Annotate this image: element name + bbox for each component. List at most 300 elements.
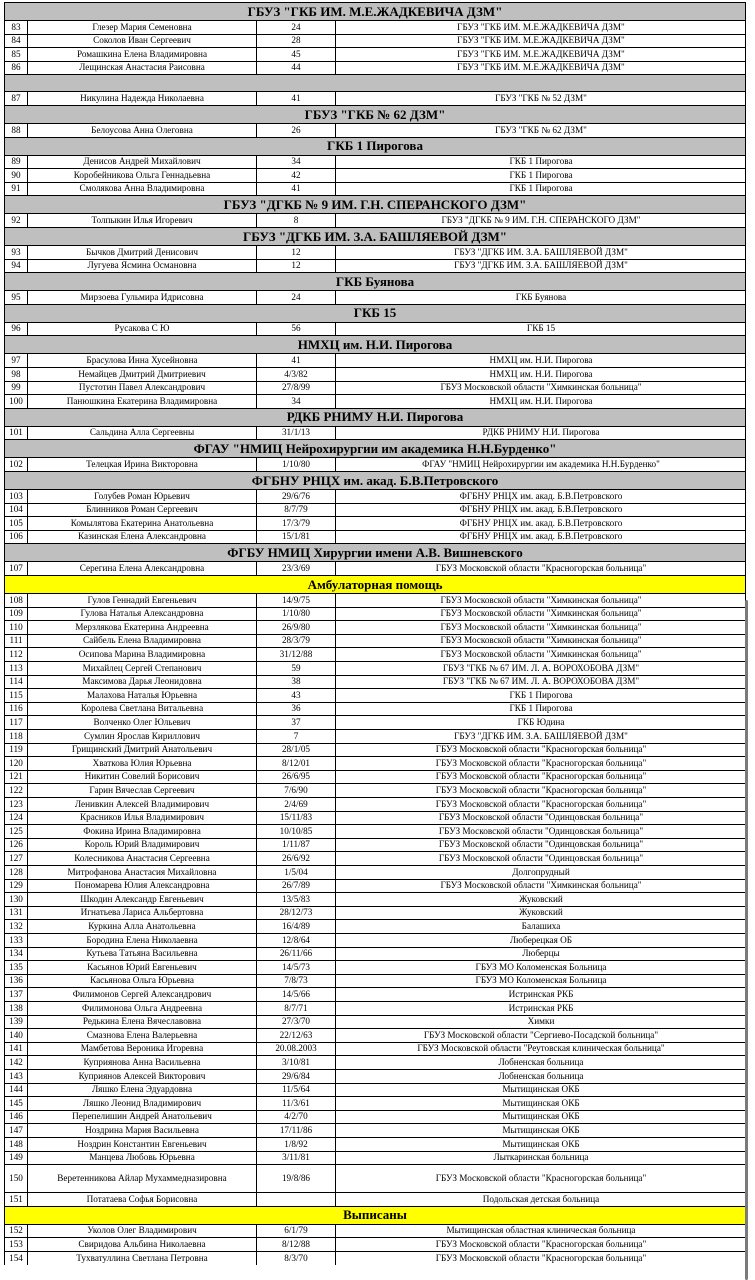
table-row xyxy=(4,1192,746,1206)
table-row xyxy=(4,457,746,471)
hospital-name: ГКБ Буянова xyxy=(515,291,567,302)
table-row xyxy=(4,974,746,988)
section-header: Амбулаторная помощь xyxy=(4,575,746,593)
table-row xyxy=(4,381,746,395)
patient-age: 8/7/71 xyxy=(284,1002,308,1013)
hospital-name: Мытищинская областная клиническая больница xyxy=(446,1225,636,1236)
table-row xyxy=(4,688,746,702)
patient-age: 8 xyxy=(293,215,299,226)
table-row xyxy=(4,259,746,273)
patient-name: Никулина Надежда Николаевна xyxy=(80,93,204,104)
hospital-name: Истринская РКБ xyxy=(508,989,574,1000)
table-row xyxy=(4,851,746,865)
patient-age: 36 xyxy=(291,703,301,714)
patient-age: 43 xyxy=(291,689,301,700)
table-row xyxy=(4,168,746,182)
hospital-name: ГБУЗ Московской области "Реутовская клиническая больница" xyxy=(417,1043,665,1054)
hospital-name: Лыткаринская больница xyxy=(493,1152,589,1163)
row-number: 142 xyxy=(9,1057,23,1068)
row-number: 146 xyxy=(9,1111,23,1122)
table-row xyxy=(4,1251,746,1265)
table-row xyxy=(4,879,746,893)
row-number: 123 xyxy=(9,798,23,809)
patient-name: Филимонова Ольга Андреевна xyxy=(81,1002,203,1013)
row-number: 137 xyxy=(9,989,23,1000)
hospital-name: ФГБНУ РНЦХ им. акад. Б.В.Петровского xyxy=(459,531,623,542)
patient-name: Ромашкина Елена Владимировна xyxy=(76,48,208,59)
patient-name: Ленивкин Алексей Владимирович xyxy=(74,798,210,809)
patient-name: Смолякова Анна Владимировна xyxy=(79,183,205,194)
patient-age: 59 xyxy=(291,662,301,673)
row-number: 138 xyxy=(9,1002,23,1013)
table-row xyxy=(4,729,746,743)
patient-age: 17/11/86 xyxy=(279,1125,313,1136)
patient-age: 4/3/82 xyxy=(284,368,308,379)
patient-name: Кутьева Татьяна Васильевна xyxy=(86,948,198,959)
row-number: 139 xyxy=(9,1016,23,1027)
table-row xyxy=(4,1110,746,1124)
table-row xyxy=(4,34,746,48)
table-row xyxy=(4,155,746,169)
row-number: 113 xyxy=(9,662,23,673)
row-number: 103 xyxy=(9,490,23,501)
row-number: 112 xyxy=(9,649,23,660)
patient-age: 41 xyxy=(291,355,301,366)
table-row xyxy=(4,811,746,825)
row-number: 92 xyxy=(11,215,21,226)
row-number: 91 xyxy=(11,183,21,194)
hospital-name: ГБУЗ "ГКБ № 67 ИМ. Л. А. ВОРОХОБОВА ДЗМ" xyxy=(442,662,640,673)
patient-age: 7 xyxy=(293,730,299,741)
patient-age: 37 xyxy=(291,717,301,728)
patient-age: 26 xyxy=(291,124,301,135)
hospital-name: ГКБ 1 Пирогова xyxy=(509,169,573,180)
row-number: 144 xyxy=(9,1084,23,1095)
table-row xyxy=(4,906,746,920)
patient-name: Михайлец Сергей Степанович xyxy=(82,662,202,673)
patient-name: Коробейникова Ольга Геннадьевна xyxy=(73,169,211,180)
patient-name: Смазнова Елена Валерьевна xyxy=(86,1029,198,1040)
table-row xyxy=(4,426,746,440)
patient-age: 26/9/80 xyxy=(281,621,311,632)
patient-name: Веретенникова Айлар Мухаммедназировна xyxy=(57,1173,227,1184)
patient-age: 11/3/61 xyxy=(282,1097,310,1108)
patient-name: Телецкая Ирина Викторовна xyxy=(86,459,198,470)
row-number: 120 xyxy=(9,757,23,768)
patient-name: Редькина Елена Вячеславовна xyxy=(82,1016,202,1027)
row-number: 97 xyxy=(11,355,21,366)
table-row xyxy=(4,892,746,906)
patient-age: 3/10/81 xyxy=(281,1057,311,1068)
row-number: 121 xyxy=(9,771,23,782)
row-number: 132 xyxy=(9,921,23,932)
hospital-name: ГБУЗ Московской области "Химкинская больница" xyxy=(440,649,642,660)
patient-age: 14/5/66 xyxy=(281,989,311,1000)
hospital-name: Истринская РКБ xyxy=(508,1002,574,1013)
hospital-name: ГБУЗ "ДГКБ ИМ. З.А. БАШЛЯЕВОЙ ДЗМ" xyxy=(454,730,628,741)
table-row xyxy=(4,394,746,408)
patient-name: Шкодин Александр Евгеньевич xyxy=(80,893,204,904)
hospital-name: Жуковский xyxy=(519,907,563,918)
patient-age: 19/8/86 xyxy=(281,1173,311,1184)
section-header: ГБУЗ "ДГКБ ИМ. З.А. БАШЛЯЕВОЙ ДЗМ" xyxy=(4,227,746,245)
row-number: 141 xyxy=(9,1043,23,1054)
patient-name: Ляшко Леонид Владимирович xyxy=(82,1097,202,1108)
hospital-name: ГБУЗ Московской области "Химкинская больница" xyxy=(440,382,642,393)
row-number: 131 xyxy=(9,907,23,918)
section-header: ГКБ 15 xyxy=(4,304,746,322)
patient-age: 7/6/90 xyxy=(284,785,308,796)
row-number: 115 xyxy=(9,689,23,700)
hospital-name: Мытищинская ОКБ xyxy=(502,1138,580,1149)
hospital-name: ГБУЗ Московской области "Красногорская больница" xyxy=(435,785,647,796)
patient-age: 1/11/87 xyxy=(282,839,310,850)
patient-name: Свиридова Альбина Николаевна xyxy=(78,1239,206,1250)
patient-name: Королева Светлана Витальевна xyxy=(80,703,204,714)
patient-name: Мерзлякова Екатерина Андреевна xyxy=(75,621,209,632)
row-number: 107 xyxy=(9,563,23,574)
table-row xyxy=(4,661,746,675)
hospital-name: ГБУЗ Московской области "Одинцовская больница" xyxy=(438,812,644,823)
patient-name: Хваткова Юлия Юрьевна xyxy=(92,757,192,768)
table-row xyxy=(4,702,746,716)
hospital-name: ГКБ 1 Пирогова xyxy=(509,156,573,167)
table-row xyxy=(4,1055,746,1069)
row-number: 83 xyxy=(11,21,21,32)
hospital-name: ГБУЗ Московской области "Красногорская больница" xyxy=(435,1173,647,1184)
patient-age: 34 xyxy=(291,395,301,406)
table-row xyxy=(4,824,746,838)
patient-age: 13/5/83 xyxy=(281,893,311,904)
hospital-name: ГБУЗ "ГКБ ИМ. М.Е.ЖАДКЕВИЧА ДЗМ" xyxy=(457,35,625,46)
patient-name: Бычков Дмитрий Денисович xyxy=(86,246,198,257)
hospital-name: ГКБ 1 Пирогова xyxy=(509,703,573,714)
table-row xyxy=(4,1237,746,1251)
blank-separator-row xyxy=(4,74,746,91)
row-number: 88 xyxy=(11,124,21,135)
row-number: 89 xyxy=(11,156,21,167)
patient-name: Манцева Любовь Юрьевна xyxy=(89,1152,195,1163)
patient-age: 16/4/89 xyxy=(281,921,311,932)
patient-age: 41 xyxy=(291,183,301,194)
hospital-name: НМХЦ им. Н.И. Пирогова xyxy=(489,395,593,406)
hospital-name: РДКБ РНИМУ Н.И. Пирогова xyxy=(482,427,600,438)
hospital-name: Люберецкая ОБ xyxy=(509,934,573,945)
hospital-name: ГБУЗ МО Коломенская Больница xyxy=(475,975,607,986)
table-row xyxy=(4,675,746,689)
patient-age: 31/12/88 xyxy=(279,649,313,660)
hospital-name: ГБУЗ Московской области "Химкинская больница" xyxy=(440,608,642,619)
patient-name: Сумлин Ярослав Кириллович xyxy=(83,730,200,741)
patient-name: Комылятова Екатерина Анатольевна xyxy=(70,517,214,528)
patient-age: 23/3/69 xyxy=(281,563,311,574)
patient-name: Немайцев Дмитрий Дмитриевич xyxy=(78,368,206,379)
patient-age: 31/1/13 xyxy=(281,427,311,438)
table-row xyxy=(4,1042,746,1056)
row-number: 119 xyxy=(9,744,23,755)
hospital-name: НМХЦ им. Н.И. Пирогова xyxy=(489,368,593,379)
patient-age: 15/11/83 xyxy=(279,812,313,823)
patient-age: 28/12/73 xyxy=(279,907,313,918)
patient-name: Гулова Наталья Александровна xyxy=(80,608,204,619)
row-number: 140 xyxy=(9,1029,23,1040)
hospital-name: ГБУЗ Московской области "Красногорская больница" xyxy=(435,563,647,574)
patient-name: Белоусова Анна Олеговна xyxy=(91,124,193,135)
patient-age: 3/11/81 xyxy=(282,1152,310,1163)
patient-name: Пономарева Юлия Александровна xyxy=(74,880,210,891)
row-number: 84 xyxy=(11,35,21,46)
section-header: ФГБУ НМИЦ Хирургии имени А.В. Вишневского xyxy=(4,543,746,561)
patient-name: Грищинский Дмитрий Анатольевич xyxy=(71,744,213,755)
section-header: ГКБ 1 Пирогова xyxy=(4,137,746,155)
table-row xyxy=(4,1137,746,1151)
table-row xyxy=(4,123,746,137)
table-row xyxy=(4,91,746,105)
row-number: 116 xyxy=(9,703,23,714)
patient-name: Никитин Совелий Борисович xyxy=(84,771,200,782)
patient-age: 4/2/70 xyxy=(284,1111,308,1122)
patient-name: Гарин Вячеслав Сергеевич xyxy=(89,785,195,796)
patient-name: Лугуева Ясмина Османовна xyxy=(87,260,197,271)
patient-age: 1/10/80 xyxy=(281,608,311,619)
section-header: ГКБ Буянова xyxy=(4,272,746,290)
hospital-name: ГБУЗ Московской области "Красногорская больница" xyxy=(435,1239,647,1250)
hospital-name: ГБУЗ Московской области "Красногорская больница" xyxy=(435,1252,647,1263)
hospital-name: ГБУЗ МО Коломенская Больница xyxy=(475,961,607,972)
patient-age: 1/10/80 xyxy=(281,459,311,470)
patient-name: Ноздрина Мария Васильевна xyxy=(85,1125,199,1136)
table-row xyxy=(4,1164,746,1192)
patient-age: 56 xyxy=(291,323,301,334)
table-row xyxy=(4,960,746,974)
hospital-name: Мытищинская ОКБ xyxy=(502,1097,580,1108)
hospital-name: Химки xyxy=(527,1016,555,1027)
table-row xyxy=(4,1015,746,1029)
hospital-name: ГБУЗ "ГКБ ИМ. М.Е.ЖАДКЕВИЧА ДЗМ" xyxy=(457,48,625,59)
patient-age xyxy=(257,1193,335,1206)
row-number: 133 xyxy=(9,934,23,945)
row-number: 101 xyxy=(9,427,23,438)
patient-age: 34 xyxy=(291,156,301,167)
patient-age: 1/5/04 xyxy=(284,866,308,877)
row-number: 100 xyxy=(9,395,23,406)
section-header: НМХЦ им. Н.И. Пирогова xyxy=(4,335,746,353)
patient-name: Лещинская Анастасия Раисовна xyxy=(79,62,205,73)
row-number: 111 xyxy=(9,635,23,646)
table-row xyxy=(4,353,746,367)
patient-name: Гулов Геннадий Евгеньевич xyxy=(87,594,197,605)
hospital-name: Балашиха xyxy=(521,921,561,932)
row-number: 151 xyxy=(9,1193,23,1204)
row-number: 96 xyxy=(11,323,21,334)
row-number: 109 xyxy=(9,608,23,619)
patient-age: 8/7/79 xyxy=(284,504,308,515)
hospital-name: ФГАУ "НМИЦ Нейрохирургии им академика Н.Н.Бурденко" xyxy=(422,459,660,470)
hospital-name: ГКБ 1 Пирогова xyxy=(509,183,573,194)
row-number: 106 xyxy=(9,531,23,542)
patient-age: 24 xyxy=(291,291,301,302)
table-row xyxy=(4,607,746,621)
hospital-name: ГБУЗ "ДГКБ ИМ. З.А. БАШЛЯЕВОЙ ДЗМ" xyxy=(454,246,628,257)
patient-name: Игнатьева Лариса Альбертовна xyxy=(80,907,204,918)
row-number: 99 xyxy=(11,382,21,393)
hospital-name: ГБУЗ Московской области "Химкинская больница" xyxy=(440,621,642,632)
table-row xyxy=(4,756,746,770)
row-number: 102 xyxy=(9,459,23,470)
section-header: ФГБНУ РНЦХ им. акад. Б.В.Петровского xyxy=(4,471,746,489)
patient-age: 12/8/64 xyxy=(281,934,311,945)
patient-age: 26/6/92 xyxy=(281,853,311,864)
table-row xyxy=(4,503,746,517)
patient-age: 15/1/81 xyxy=(281,531,311,542)
hospital-name: ГКБ 15 xyxy=(526,323,556,334)
patient-age: 14/5/73 xyxy=(281,961,311,972)
row-number: 152 xyxy=(9,1225,23,1236)
patient-name: Мирзоева Гульмира Идрисовна xyxy=(80,291,204,302)
table-row xyxy=(4,61,746,75)
patient-age: 41 xyxy=(291,93,301,104)
patient-age: 29/6/76 xyxy=(281,490,311,501)
table-row xyxy=(4,620,746,634)
table-row xyxy=(4,290,746,304)
patient-name: Панюшкина Екатерина Владимировна xyxy=(66,395,218,406)
patient-name: Король Юрий Владимирович xyxy=(84,839,200,850)
patient-name: Мамбетова Вероника Игоревна xyxy=(80,1043,204,1054)
patient-name: Соколов Иван Сергеевич xyxy=(93,35,191,46)
table-row xyxy=(4,743,746,757)
table-row xyxy=(4,213,746,227)
table-row xyxy=(4,182,746,196)
section-header: ГБУЗ "ГКБ ИМ. М.Е.ЖАДКЕВИЧА ДЗМ" xyxy=(4,2,746,20)
table-row xyxy=(4,47,746,61)
patient-name: Серегина Елена Александровна xyxy=(79,563,205,574)
table-row xyxy=(4,797,746,811)
table-row xyxy=(4,634,746,648)
hospital-name: ГБУЗ Московской области "Химкинская больница" xyxy=(440,880,642,891)
patient-age: 26/7/89 xyxy=(281,880,311,891)
patient-name: Брасулова Инна Хусейновна xyxy=(86,355,198,366)
hospital-name: Лобненская больница xyxy=(498,1057,584,1068)
hospital-name: ГБУЗ Московской области "Одинцовская больница" xyxy=(438,853,644,864)
table-row xyxy=(4,1123,746,1137)
table-row xyxy=(4,20,746,34)
hospital-name: Жуковский xyxy=(519,893,563,904)
row-number: 130 xyxy=(9,893,23,904)
patient-name: Касьянова Ольга Юрьевна xyxy=(90,975,194,986)
hospital-name: ГБУЗ Московской области "Одинцовская больница" xyxy=(438,839,644,850)
row-number: 85 xyxy=(11,48,21,59)
hospital-name: Мытищинская ОКБ xyxy=(502,1111,580,1122)
section-header: Выписаны xyxy=(4,1206,746,1224)
patient-age: 12 xyxy=(291,246,301,257)
row-number: 154 xyxy=(9,1252,23,1263)
patient-name: Филимонов Сергей Александрович xyxy=(72,989,212,1000)
row-number: 127 xyxy=(9,853,23,864)
hospital-name: ГБУЗ Московской области "Сергиево-Посадской больница" xyxy=(423,1029,659,1040)
row-number: 125 xyxy=(9,825,23,836)
table-row xyxy=(4,1001,746,1015)
patient-name: Бородина Елена Николаевна xyxy=(86,934,198,945)
patient-name: Перепелишин Андрей Анатольевич xyxy=(72,1111,212,1122)
patient-name: Потатаева Софья Борисовна xyxy=(86,1193,198,1204)
hospital-name: ФГБНУ РНЦХ им. акад. Б.В.Петровского xyxy=(459,504,623,515)
patient-age: 8/12/01 xyxy=(281,757,311,768)
patient-name: Русакова С Ю xyxy=(114,323,170,334)
patient-age: 28/3/79 xyxy=(281,635,311,646)
row-number: 145 xyxy=(9,1097,23,1108)
hospital-name: ФГБНУ РНЦХ им. акад. Б.В.Петровского xyxy=(459,490,623,501)
patient-name: Касьянов Юрий Евгеньевич xyxy=(87,961,197,972)
table-row xyxy=(4,647,746,661)
table-row xyxy=(4,783,746,797)
row-number: 136 xyxy=(9,975,23,986)
table-row xyxy=(4,561,746,575)
patient-age: 28 xyxy=(291,35,301,46)
patient-name: Красников Илья Владимирович xyxy=(79,812,205,823)
patient-age: 8/12/88 xyxy=(281,1239,311,1250)
hospital-name: Лобненская больница xyxy=(498,1070,584,1081)
patient-name: Голубев Роман Юрьевич xyxy=(94,490,190,501)
patient-age: 26/6/95 xyxy=(281,771,311,782)
table-row xyxy=(4,489,746,503)
patient-name: Малахова Наталья Юрьевна xyxy=(86,689,198,700)
hospital-name: ГБУЗ "ГКБ № 52 ДЗМ" xyxy=(495,93,587,104)
patient-age: 6/1/79 xyxy=(284,1225,308,1236)
patient-age: 45 xyxy=(291,48,301,59)
patient-name: Тухватуллина Светлана Петровна xyxy=(76,1252,208,1263)
row-number: 122 xyxy=(9,785,23,796)
hospital-name: ГКБ Юдина xyxy=(517,717,565,728)
row-number: 117 xyxy=(9,717,23,728)
hospital-name: ГБУЗ "ГКБ № 62 ДЗМ" xyxy=(495,124,587,135)
patient-name: Сайбель Елена Владимировна xyxy=(82,635,202,646)
row-number: 149 xyxy=(9,1152,23,1163)
patient-age: 27/3/70 xyxy=(281,1016,311,1027)
vertical-scrollbar[interactable] xyxy=(745,600,748,1280)
patient-age: 1/8/92 xyxy=(284,1138,308,1149)
row-number: 147 xyxy=(9,1125,23,1136)
patient-age: 11/5/64 xyxy=(282,1084,310,1095)
hospital-name: Мытищинская ОКБ xyxy=(502,1084,580,1095)
table-row xyxy=(4,1224,746,1238)
row-number: 110 xyxy=(9,621,23,632)
patient-age: 2/4/69 xyxy=(284,798,308,809)
patient-name: Глезер Мария Семеновна xyxy=(92,21,192,32)
row-number: 153 xyxy=(9,1239,23,1250)
row-number: 150 xyxy=(9,1173,23,1184)
patient-age: 28/1/05 xyxy=(281,744,311,755)
hospital-name: Мытищинская ОКБ xyxy=(502,1125,580,1136)
row-number: 98 xyxy=(11,368,21,379)
patient-name: Осипова Марина Владимировна xyxy=(78,649,206,660)
hospital-name: ГБУЗ "ДГКБ ИМ. З.А. БАШЛЯЕВОЙ ДЗМ" xyxy=(454,260,628,271)
patient-age: 12 xyxy=(291,260,301,271)
table-row xyxy=(4,919,746,933)
row-number: 86 xyxy=(11,62,21,73)
patient-name: Куприянов Алексей Викторович xyxy=(78,1070,206,1081)
hospital-name: НМХЦ им. Н.И. Пирогова xyxy=(489,355,593,366)
patient-name: Ляшко Елена Эдуардовна xyxy=(91,1084,193,1095)
table-row xyxy=(4,367,746,381)
table-row xyxy=(4,593,746,607)
hospital-name: ГБУЗ "ГКБ № 67 ИМ. Л. А. ВОРОХОБОВА ДЗМ" xyxy=(442,676,640,687)
patient-age: 22/12/63 xyxy=(279,1029,313,1040)
row-number: 143 xyxy=(9,1070,23,1081)
table-row xyxy=(4,322,746,336)
patient-name: Фокина Ирина Владимировна xyxy=(83,825,201,836)
hospital-name: ГБУЗ Московской области "Красногорская больница" xyxy=(435,757,647,768)
hospital-name: ГБУЗ Московской области "Химкинская больница" xyxy=(440,635,642,646)
